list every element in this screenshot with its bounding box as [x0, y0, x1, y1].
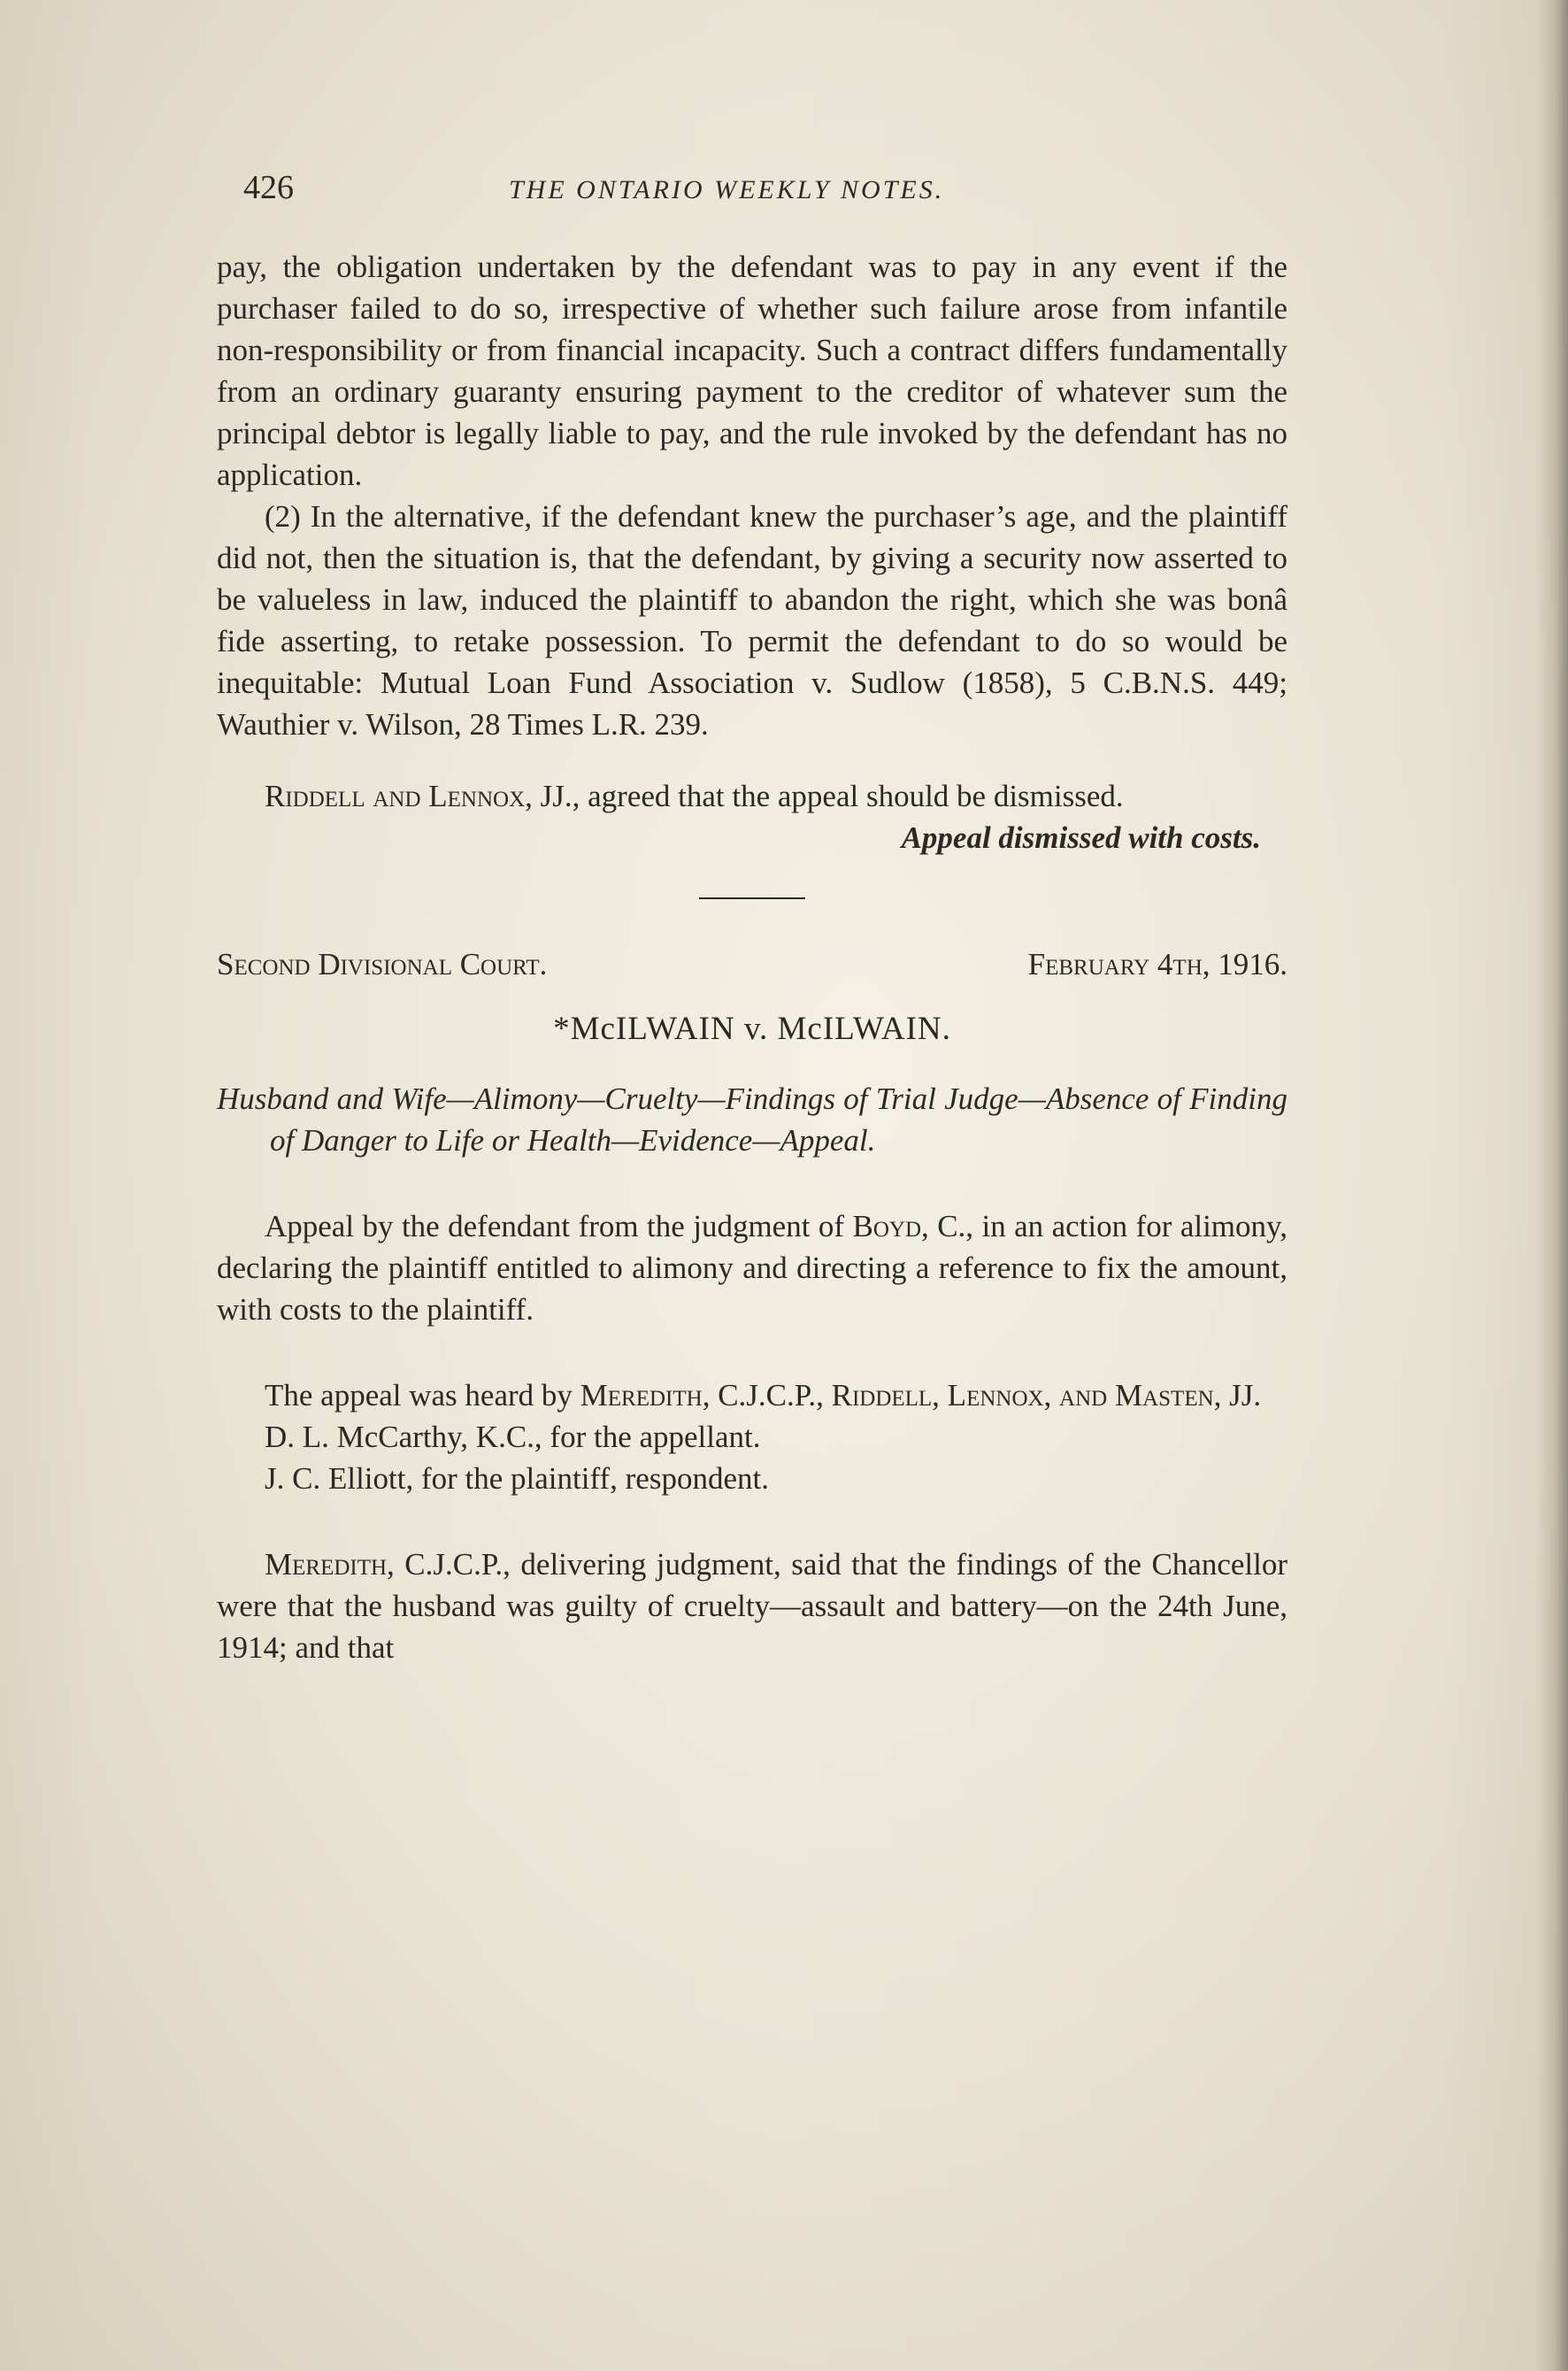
concurring-judges: Riddell and Lennox, JJ.	[265, 779, 573, 813]
panel-judges: Meredith, C.J.C.P., Riddell, Lennox, and Masten, JJ.	[580, 1378, 1262, 1413]
alternative-paragraph: (2) In the alternative, if the defendant knew the purchaser’s age, and the plaintiff did not, then the situation is, that the defendant, by giving a security now asserted to be valueless in law, induced the plaintiff to abandon the right, which she was bonâ fide asserting, to retake possession. To permit the defendant to do so would be inequitable: Mutual Loan Fund Association v. Sudlow (1858), 5 C.B.N.S. 449; Wauthier v. Wilson, 28 Times L.R. 239.	[217, 499, 1287, 742]
concurrence-paragraph	[217, 775, 1287, 817]
case-title: *McILWAIN v. McILWAIN.	[553, 1011, 951, 1047]
appeal-text-start: Appeal by the defendant from the judgment of	[265, 1209, 853, 1243]
page-number: 426	[243, 169, 294, 206]
disposition: Appeal dismissed with costs.	[901, 820, 1261, 855]
running-head: THE ONTARIO WEEKLY NOTES.	[509, 175, 945, 204]
judgment-paragraph	[217, 1543, 1287, 1668]
counsel-appellant: D. L. McCarthy, K.C., for the appellant.	[265, 1420, 761, 1454]
page-header	[243, 168, 1287, 221]
concurrence-text: , agreed that the appeal should be dismissed.	[572, 779, 1124, 813]
appeal-paragraph	[217, 1205, 1287, 1330]
court-line	[217, 943, 1287, 985]
page-body	[217, 246, 1287, 1668]
trial-judge: Boyd	[852, 1209, 921, 1243]
headnote: Husband and Wife—Alimony—Cruelty—Findings of Trial Judge—Absence of Finding of Danger to Life or Health—Evidence—Appeal.	[217, 1082, 1287, 1158]
decision-date: February 4th, 1916.	[1027, 947, 1287, 982]
judgment-judge: Meredith	[265, 1547, 388, 1582]
judgment-text: , C.J.C.P., delivering judgment, said that the findings of the Chancellor were that the husband was guilty of cruelty—assault and battery—on the 24th June, 1914; and that	[217, 1547, 1287, 1665]
section-divider	[699, 897, 805, 899]
heard-paragraph	[217, 1374, 1287, 1416]
appeal-text-end: , C., in an action for alimony, declaring the plaintiff entitled to alimony and directing a reference to fix the amount, with costs to the plaintiff.	[217, 1209, 1287, 1327]
continuation-paragraph: pay, the obligation undertaken by the defendant was to pay in any event if the purchaser failed to do so, irrespective of whether such failure arose from infantile non-responsibility or from financial incapacity. Such a contract differs fundamentally from an ordinary guaranty ensuring payment to the creditor of whatever sum the principal debtor is legally liable to pay, and the rule invoked by the defendant has no application.	[217, 250, 1287, 492]
heard-text: The appeal was heard by	[265, 1378, 580, 1413]
court-name: Second Divisional Court.	[217, 947, 548, 982]
counsel-respondent: J. C. Elliott, for the plaintiff, respondent.	[265, 1461, 769, 1496]
